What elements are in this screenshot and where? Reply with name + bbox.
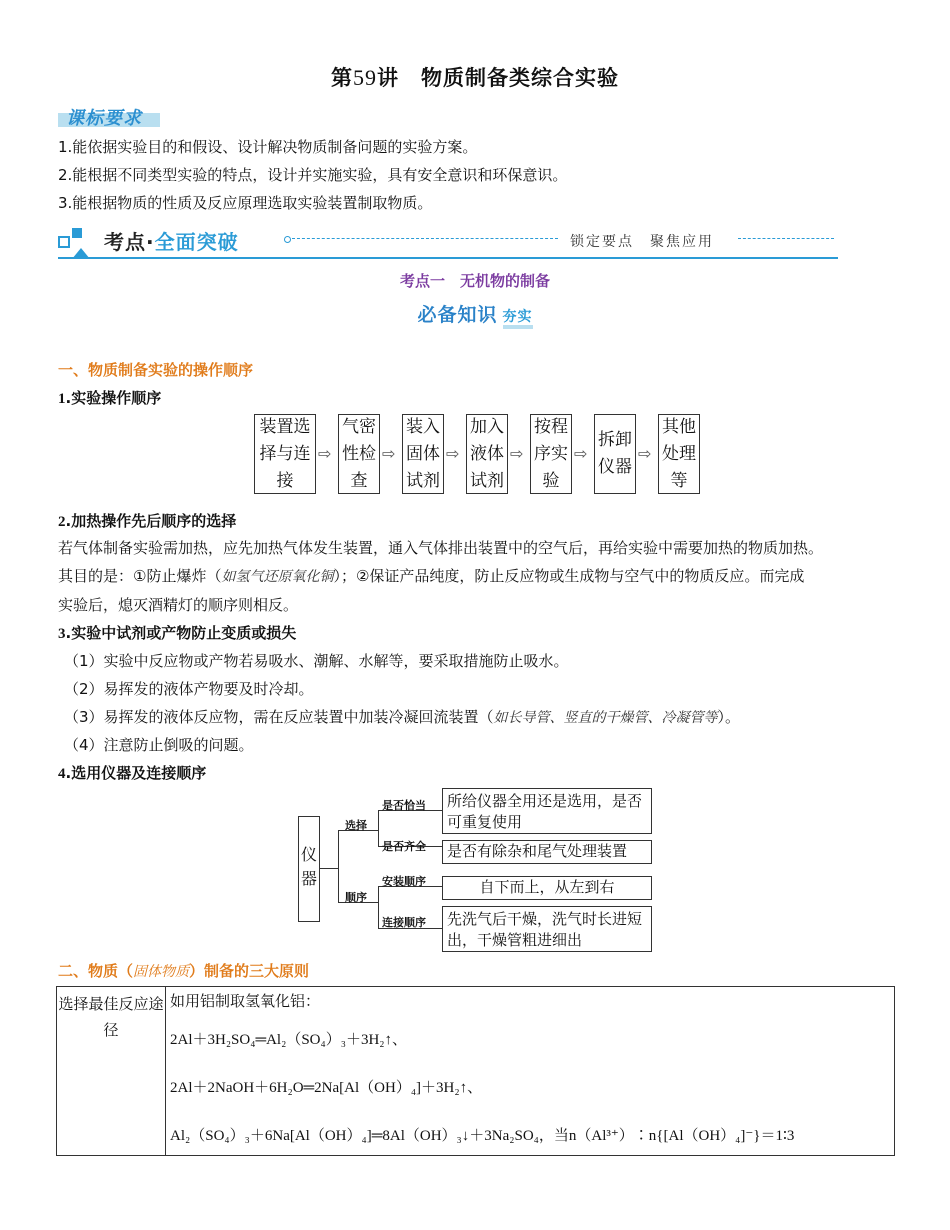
row-intro: 如用铝制取氢氧化铝： — [170, 992, 321, 1010]
s2-line-2a: 其目的是：①防止爆炸（ — [58, 567, 222, 585]
s2-example: 如氢气还原氧化铜 — [221, 569, 334, 585]
s3-item-3 — [64, 706, 740, 727]
row-label: 选择最佳反应途径 — [57, 987, 166, 1156]
banner-label: 考点·全面突破 — [104, 230, 239, 254]
title-text: 讲 物质制备类综合实验 — [377, 66, 619, 90]
s4-num: 4 — [58, 766, 66, 782]
flow-arrow-icon: ⇨ — [446, 444, 460, 463]
tree-order-label: 顺序 — [345, 891, 367, 904]
flow-arrow-icon: ⇨ — [510, 444, 524, 463]
s2-title — [58, 510, 236, 531]
tree-choose-label: 选择 — [345, 819, 367, 832]
tree-q1-label: 是否恰当 — [382, 799, 426, 812]
flow-step-6 — [594, 414, 636, 494]
s3-text: .实验中试剂或产物防止变质或损失 — [65, 624, 297, 642]
flow-arrow-icon: ⇨ — [574, 444, 588, 463]
bibei-heading — [0, 300, 950, 327]
tree-connector — [320, 868, 338, 869]
equation-1: 2Al＋3H₂SO₄═Al₂（SO₄）₃＋3H₂↑、 — [170, 1032, 408, 1048]
flow-step-label: 拆卸仪器 — [598, 430, 632, 477]
section-2-heading-b: ）制备的三大原则 — [189, 962, 310, 980]
tree-connector — [378, 886, 379, 928]
curriculum-tag — [58, 104, 142, 128]
table-row — [57, 987, 895, 1156]
flow-step-7 — [658, 414, 700, 494]
tree-root — [298, 816, 320, 922]
title-number: 59 — [353, 65, 377, 90]
flow-step-2 — [338, 414, 380, 494]
s4-text: .选用仪器及连接顺序 — [65, 764, 207, 782]
tag-label: 课标要求 — [66, 108, 142, 129]
flow-arrow-icon: ⇨ — [318, 444, 332, 463]
s3-num: 3 — [58, 626, 66, 642]
flow-step-label: 按程序实验 — [534, 416, 568, 491]
tree-q4-box: 先洗气后干燥，洗气时长进短出，干燥管粗进细出 — [442, 906, 652, 952]
requirement-1: 1.能依据实验目的和假设、设计解决物质制备问题的实验方案。 — [58, 138, 478, 156]
s2-line-1: 若气体制备实验需加热，应先加热气体发生装置，通入气体排出装置中的空气后，再给实验中需要加热的物质加热。 — [58, 539, 824, 557]
tree-q2-label: 是否齐全 — [382, 840, 426, 853]
kaodian-title: 考点一 无机物的制备 — [399, 272, 550, 290]
tree-q3-box: 自下而上，从左到右 — [442, 876, 652, 900]
s3-title — [58, 622, 296, 643]
banner-dash-left — [292, 238, 558, 239]
banner-underline — [58, 257, 838, 259]
flow-step-1 — [254, 414, 316, 494]
equation-3: Al₂（SO₄）₃＋6Na[Al（OH）₄]═8Al（OH）₃↓＋3Na₂SO₄，当n（Al³⁺）∶n{[Al（OH）₄]⁻}＝1∶3 — [170, 1128, 795, 1144]
flow-step-label: 加入液体试剂 — [470, 416, 504, 491]
s3-item-2: （2）易挥发的液体产物要及时冷却。 — [64, 680, 314, 698]
flow-arrow-icon: ⇨ — [382, 444, 396, 463]
section-2-heading — [58, 960, 309, 981]
row-content — [166, 987, 895, 1156]
tree-root-label: 仪器 — [301, 845, 318, 888]
s2-line-2b: ）；②保证产品纯度，防止反应物或生成物与空气中的物质反应。而完成 — [333, 567, 805, 585]
banner-square-icon — [58, 236, 70, 248]
s3-item-3a: （3）易挥发的液体反应物，需在反应装置中加装冷凝回流装置（ — [64, 708, 494, 726]
banner-dot-icon — [284, 236, 291, 243]
title-prefix: 第 — [331, 66, 353, 90]
flow-step-3 — [402, 414, 444, 494]
tree-connector — [338, 830, 339, 902]
tree-q1-box: 所给仪器全用还是选用，是否可重复使用 — [442, 788, 652, 834]
section-2-heading-note: 固体物质 — [133, 964, 190, 980]
banner-slogan: 锁定要点 聚焦应用 — [570, 234, 714, 250]
requirement-2: 2.能根据不同类型实验的特点，设计并实施实验，具有安全意识和环保意识。 — [58, 166, 568, 184]
s2-num: 2 — [58, 514, 66, 530]
s1-num: 1 — [58, 391, 66, 407]
section-1-heading: 一、物质制备实验的操作顺序 — [58, 361, 254, 379]
flow-step-5 — [530, 414, 572, 494]
banner-label-b: 全面突破 — [154, 230, 239, 254]
s2-paragraph — [58, 534, 898, 619]
s4-title — [58, 762, 206, 783]
s3-item-1: （1）实验中反应物或产物若易吸水、潮解、水解等，要采取措施防止吸水。 — [64, 652, 569, 670]
page-title — [0, 62, 950, 92]
s3-item-3-example: 如长导管、竖直的干燥管、冷凝管等 — [493, 710, 718, 726]
flow-arrow-icon: ⇨ — [638, 444, 652, 463]
banner-dash-right — [738, 238, 834, 239]
section-banner — [58, 224, 838, 260]
s3-item-3b: ）。 — [717, 708, 741, 726]
flow-step-label: 气密性检查 — [342, 416, 376, 491]
flow-step-4 — [466, 414, 508, 494]
requirement-3: 3.能根据物质的性质及反应原理选取实验装置制取物质。 — [58, 194, 433, 212]
tree-connector — [378, 810, 379, 846]
bibei-main: 必备知识 — [417, 304, 498, 326]
banner-label-a: 考点 — [104, 230, 146, 254]
s1-text: .实验操作顺序 — [65, 389, 162, 407]
flow-step-label: 装置选择与连接 — [259, 416, 311, 491]
section-2-heading-a: 二、物质（ — [58, 962, 134, 980]
banner-square-icon — [72, 228, 82, 238]
s2-line-2 — [58, 562, 898, 591]
s2-line-3: 实验后，熄灭酒精灯的顺序则相反。 — [58, 596, 299, 614]
s2-text: .加热操作先后顺序的选择 — [65, 512, 237, 530]
tree-q2-box: 是否有除杂和尾气处理装置 — [442, 840, 652, 864]
flow-step-label: 装入固体试剂 — [406, 416, 440, 491]
equation-2: 2Al＋2NaOH＋6H₂O═2Na[Al（OH）₄]＋3H₂↑、 — [170, 1080, 483, 1096]
tree-q3-label: 安装顺序 — [382, 875, 426, 888]
bibei-sub: 夯实 — [503, 309, 533, 329]
flow-step-label: 其他处理等 — [662, 416, 696, 491]
s3-item-4: （4）注意防止倒吸的问题。 — [64, 736, 254, 754]
principles-table — [56, 986, 895, 1156]
tree-q4-label: 连接顺序 — [382, 916, 426, 929]
s1-title — [58, 387, 161, 408]
